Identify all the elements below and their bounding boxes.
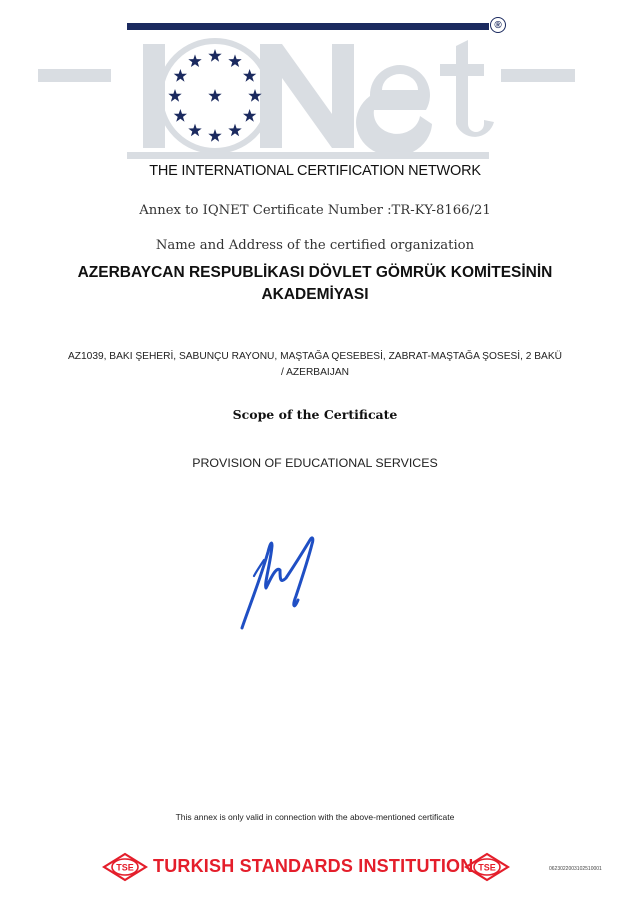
organization-name <box>40 262 590 306</box>
star-icon <box>248 89 261 102</box>
star-icon <box>208 89 221 102</box>
organization-address <box>25 349 605 381</box>
star-icon <box>188 54 201 67</box>
institution-name: TURKISH STANDARDS INSTITUTION <box>153 856 474 876</box>
logo-bottom-bar <box>127 152 489 159</box>
validity-note: This annex is only valid in connection with the above-mentioned certificate <box>175 812 455 822</box>
star-icon <box>243 109 256 122</box>
network-name: THE INTERNATIONAL CERTIFICATION NETWORK <box>149 163 481 179</box>
logo-dash-right <box>501 69 575 82</box>
star-icon <box>228 124 241 137</box>
tse-logo-left-text: TSE <box>116 862 134 873</box>
registered-trademark-icon: ® <box>490 17 506 33</box>
star-icon <box>243 69 256 82</box>
scope-title: Scope of the Certificate <box>232 407 398 422</box>
tse-logo-right <box>464 852 510 882</box>
star-icon <box>188 124 201 137</box>
star-icon <box>174 109 187 122</box>
document-code: 0623022003102510001 <box>549 866 602 872</box>
signature <box>230 530 330 640</box>
scope-text: PROVISION OF EDUCATIONAL SERVICES <box>192 456 438 470</box>
star-icon <box>228 54 241 67</box>
organization-address-line-2: / AZERBAIJAN <box>281 367 349 378</box>
star-ring-icon <box>168 49 261 142</box>
star-icon <box>208 129 221 142</box>
tse-logo-left <box>102 852 148 882</box>
annex-certificate-number: Annex to IQNET Certificate Number :TR-KY-8166/21 <box>139 203 491 218</box>
iqnet-logo <box>120 30 500 160</box>
star-icon <box>174 69 187 82</box>
star-icon <box>208 49 221 62</box>
tse-logo-right-text: TSE <box>478 862 496 873</box>
organization-name-line-2: AKADEMİYASI <box>261 286 369 303</box>
logo-dash-left <box>38 69 111 82</box>
logo-top-bar <box>127 23 489 30</box>
organization-address-line-1: AZ1039, BAKI ŞEHERİ, SABUNÇU RAYONU, MAŞTAĞA QESEBESİ, ZABRAT-MAŞTAĞA ŞOSESİ, 2 BAKÜ <box>67 351 563 362</box>
name-address-label: Name and Address of the certified organization <box>155 238 475 253</box>
organization-name-line-1: AZERBAYCAN RESPUBLİKASI DÖVLET GÖMRÜK KOMİTESİNİN <box>77 264 553 281</box>
star-icon <box>168 89 181 102</box>
